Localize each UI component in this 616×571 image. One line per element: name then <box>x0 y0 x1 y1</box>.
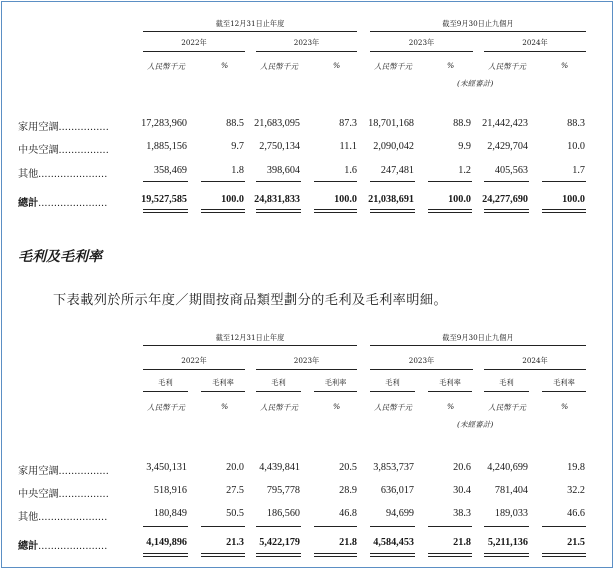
cell-value: 1.7 <box>572 165 585 176</box>
cell-value: 3,853,737 <box>373 462 414 473</box>
cell-value: 189,033 <box>494 508 528 519</box>
cell-value: 21,038,691 <box>368 194 414 205</box>
unit-percent: % <box>221 402 229 411</box>
row-label: 總計...................... <box>18 540 108 552</box>
cell-value: 180,849 <box>153 508 187 519</box>
cell-value: 87.3 <box>339 118 357 129</box>
cell-value: 11.1 <box>339 141 357 152</box>
cell-value: 4,149,896 <box>146 537 187 548</box>
col-header-margin: 毛利率 <box>439 378 461 387</box>
cell-value: 4,240,699 <box>487 462 528 473</box>
cell-value: 20.5 <box>339 462 357 473</box>
year-header: 2022年 <box>181 38 207 47</box>
cell-value: 1.6 <box>344 165 357 176</box>
cell-value: 405,563 <box>494 165 528 176</box>
col-header-margin: 毛利率 <box>324 378 347 387</box>
cell-value: 88.9 <box>453 118 471 129</box>
cell-value: 247,481 <box>380 165 414 176</box>
col-header-gp: 毛利 <box>271 378 286 387</box>
cell-value: 2,090,042 <box>373 141 414 152</box>
cell-value: 518,916 <box>153 485 187 496</box>
year-header: 2022年 <box>181 356 207 365</box>
row-label: 中央空調................ <box>18 145 110 156</box>
group-header-9m: 截至9月30日止九個月 <box>442 333 514 342</box>
cell-value: 21,683,095 <box>254 118 300 129</box>
section-heading: 毛利及毛利率 <box>18 249 102 265</box>
group-header-9m: 截至9月30日止九個月 <box>442 19 514 28</box>
cell-value: 30.4 <box>453 485 471 496</box>
year-header: 2024年 <box>522 356 548 365</box>
cell-value: 100.0 <box>334 194 357 205</box>
year-header: 2023年 <box>408 356 435 365</box>
cell-value: 9.7 <box>231 141 244 152</box>
unit-amount: 人民幣千元 <box>260 62 298 71</box>
cell-value: 27.5 <box>226 485 244 496</box>
cell-value: 50.5 <box>226 508 244 519</box>
unit-percent: % <box>561 402 569 411</box>
page-frame <box>1 1 613 568</box>
cell-value: 4,584,453 <box>373 537 414 548</box>
cell-value: 19.8 <box>567 462 585 473</box>
cell-value: 46.8 <box>339 508 357 519</box>
unit-amount: 人民幣千元 <box>147 403 185 412</box>
cell-value: 21,442,423 <box>482 118 528 129</box>
col-header-gp: 毛利 <box>158 378 173 387</box>
cell-value: 10.0 <box>567 141 585 152</box>
row-label: 其他...................... <box>18 512 108 523</box>
cell-value: 21.8 <box>453 537 471 548</box>
year-header: 2023年 <box>408 38 435 47</box>
unaudited-note: (未經審計) <box>457 79 494 88</box>
unit-percent: % <box>333 61 341 70</box>
col-header-gp: 毛利 <box>385 378 400 387</box>
year-header: 2023年 <box>293 38 320 47</box>
cell-value: 1,885,156 <box>146 141 187 152</box>
cell-value: 88.3 <box>567 118 585 129</box>
cell-value: 4,439,841 <box>259 462 300 473</box>
cell-value: 21.3 <box>226 537 244 548</box>
cell-value: 358,469 <box>153 165 187 176</box>
col-header-margin: 毛利率 <box>212 378 234 387</box>
row-label: 其他...................... <box>18 169 108 180</box>
cell-value: 795,778 <box>266 485 300 496</box>
cell-value: 1.2 <box>458 165 471 176</box>
cell-value: 186,560 <box>266 508 300 519</box>
cell-value: 781,404 <box>494 485 528 496</box>
row-label: 中央空調................ <box>18 489 110 500</box>
cell-value: 19,527,585 <box>141 194 187 205</box>
unit-percent: % <box>333 402 341 411</box>
cell-value: 398,604 <box>266 165 300 176</box>
cell-value: 3,450,131 <box>146 462 187 473</box>
cell-value: 636,017 <box>380 485 414 496</box>
cell-value: 28.9 <box>339 485 357 496</box>
unit-amount: 人民幣千元 <box>260 403 298 412</box>
cell-value: 38.3 <box>453 508 471 519</box>
cell-value: 20.6 <box>453 462 471 473</box>
cell-value: 46.6 <box>567 508 585 519</box>
cell-value: 32.2 <box>567 485 585 496</box>
cell-value: 2,750,134 <box>259 141 300 152</box>
cell-value: 5,422,179 <box>259 537 300 548</box>
row-label: 總計...................... <box>18 197 108 209</box>
row-label: 家用空調................ <box>18 466 110 477</box>
cell-value: 9.9 <box>458 141 471 152</box>
cell-value: 20.0 <box>226 462 244 473</box>
cell-value: 1.8 <box>231 165 244 176</box>
cell-value: 21.8 <box>339 537 357 548</box>
cell-value: 18,701,168 <box>368 118 414 129</box>
unit-percent: % <box>447 402 455 411</box>
cell-value: 94,699 <box>385 508 414 519</box>
cell-value: 24,277,690 <box>482 194 528 205</box>
cell-value: 100.0 <box>221 194 244 205</box>
cell-value: 24,831,833 <box>254 194 300 205</box>
col-header-gp: 毛利 <box>499 378 514 387</box>
cell-value: 5,211,136 <box>487 537 528 548</box>
unit-amount: 人民幣千元 <box>488 62 526 71</box>
unit-amount: 人民幣千元 <box>488 403 526 412</box>
cell-value: 100.0 <box>562 194 585 205</box>
year-header: 2023年 <box>293 356 320 365</box>
cell-value: 21.5 <box>567 537 585 548</box>
intro-paragraph: 下表載列於所示年度／期間按商品類型劃分的毛利及毛利率明細。 <box>53 293 448 308</box>
cell-value: 2,429,704 <box>487 141 528 152</box>
row-label: 家用空調................ <box>18 122 110 133</box>
unit-amount: 人民幣千元 <box>374 62 412 71</box>
cell-value: 88.5 <box>226 118 244 129</box>
unit-percent: % <box>561 61 569 70</box>
cell-value: 100.0 <box>448 194 471 205</box>
unit-amount: 人民幣千元 <box>374 403 412 412</box>
unaudited-note: (未經審計) <box>457 420 494 429</box>
group-header-fy: 截至12月31日止年度 <box>215 19 285 28</box>
group-header-fy: 截至12月31日止年度 <box>215 333 285 342</box>
cell-value: 17,283,960 <box>141 118 187 129</box>
unit-percent: % <box>447 61 455 70</box>
year-header: 2024年 <box>522 38 548 47</box>
unit-amount: 人民幣千元 <box>147 62 185 71</box>
col-header-margin: 毛利率 <box>553 378 575 387</box>
unit-percent: % <box>221 61 229 70</box>
